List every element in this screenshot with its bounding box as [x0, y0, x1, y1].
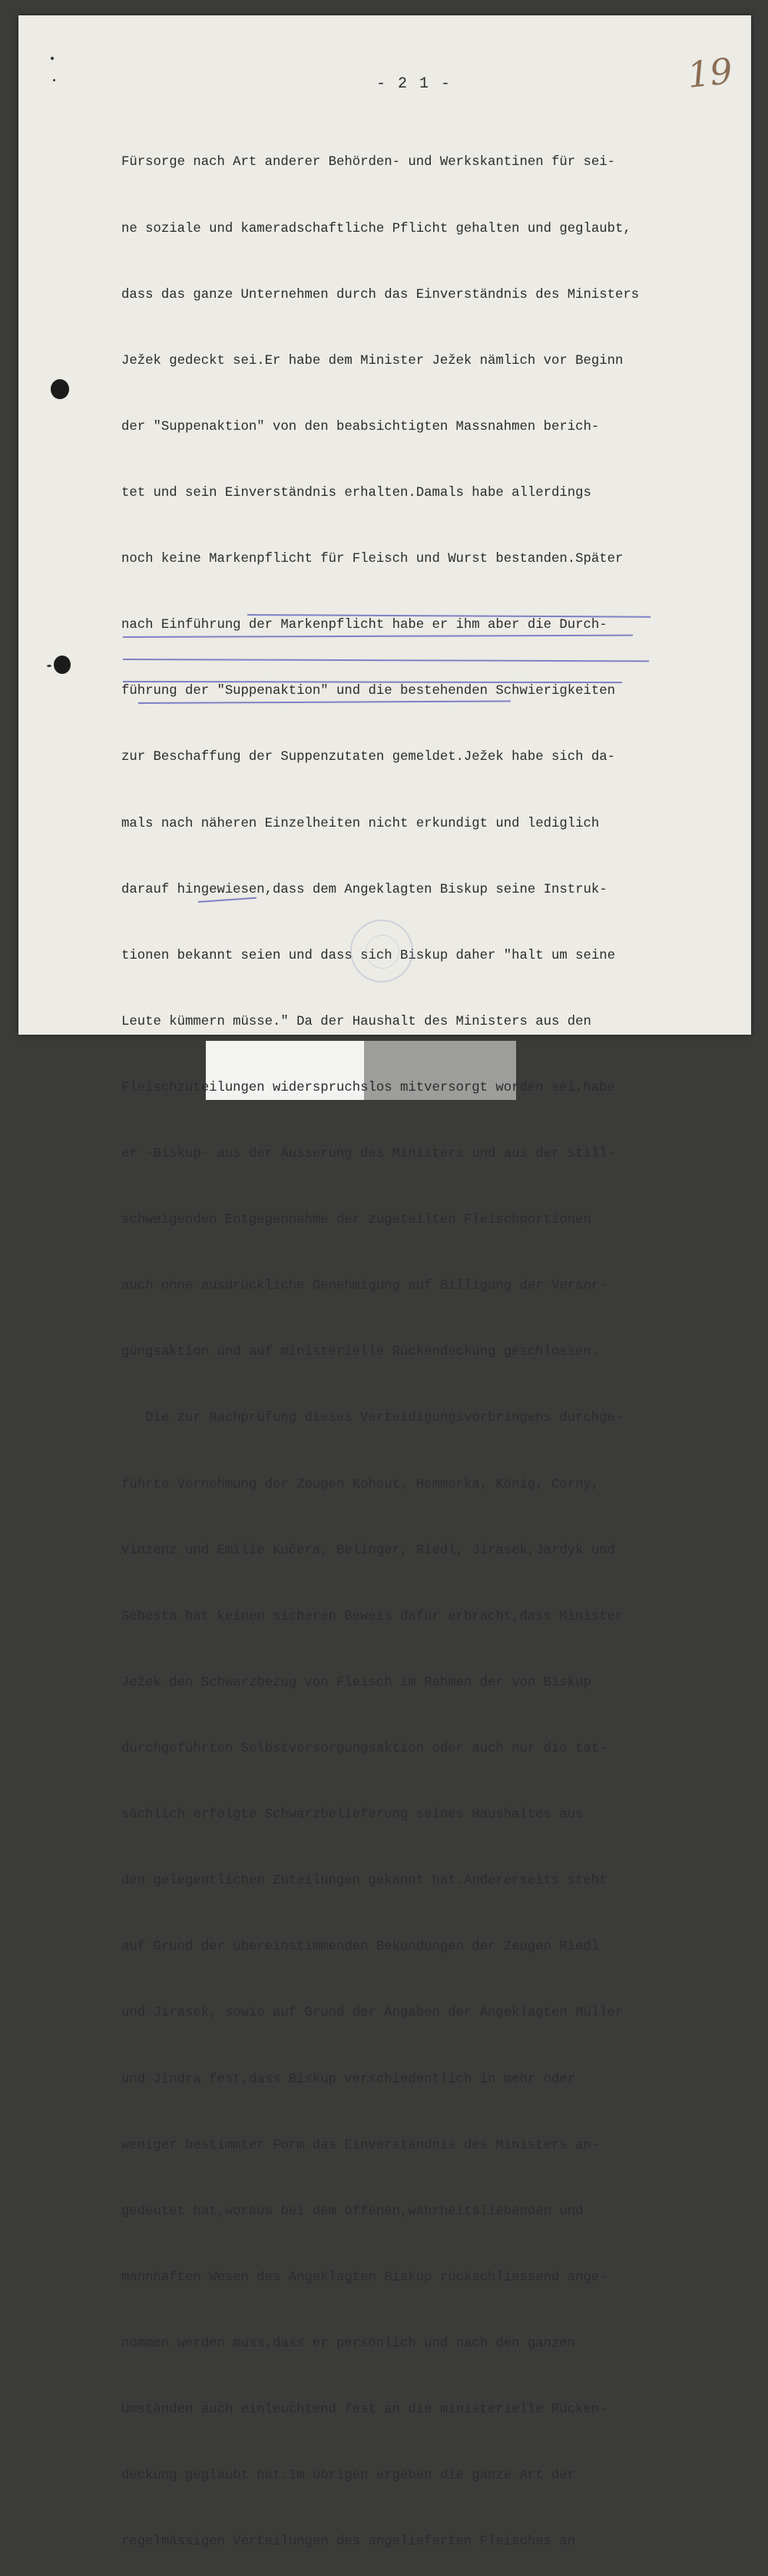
- text-line: ne soziale und kameradschaftliche Pflicht gehalten und geglaubt,: [121, 221, 631, 236]
- text-line: durchgeführten Selbstversorgungsaktion oder auch nur die tat-: [121, 1742, 607, 1757]
- text-line: mals nach näheren Einzelheiten nicht erkundigt und lediglich: [121, 816, 600, 831]
- text-line: gungsaktion und auf ministerielle Rückendeckung geschlossen.: [121, 1345, 600, 1360]
- text-line: führte Vernehmung der Zeugen Kohout, Hemmerka, König, Cerny,: [121, 1477, 600, 1492]
- text-line: Umständen auch einleuchtend fest an die ministerielle Rücken-: [121, 2403, 607, 2418]
- text-line: weniger bestimmter Form das Einverständnis des Ministers an-: [121, 2138, 600, 2153]
- text-line: dass das ganze Unternehmen durch das Einverständnis des Ministers: [121, 287, 640, 302]
- text-line: Leute kümmern müsse." Da der Haushalt des Ministers aus den: [121, 1014, 591, 1029]
- margin-dot: [53, 79, 55, 81]
- text-line: sächlich erfolgte Schwarzbelieferung seines Haushaltes aus: [121, 1808, 584, 1823]
- text-line: gedeutet hat,woraus bei dem offenen,wahrheitsliebenden und: [121, 2204, 584, 2219]
- punch-hole-lower: [54, 656, 71, 674]
- margin-dot: [47, 665, 51, 667]
- text-line: er -Biskup- aus der Äusserung des Ministers und aus der still-: [121, 1147, 615, 1162]
- handwritten-folio-number: 19: [685, 50, 735, 96]
- punch-hole-upper: [51, 379, 69, 399]
- text-line: der "Suppenaktion" von den beabsichtigten Massnahmen berich-: [121, 419, 600, 434]
- margin-dot: [51, 57, 54, 60]
- text-line: Ježek den Schwarzbezug von Fleisch im Rahmen der von Biskup: [121, 1675, 591, 1690]
- text-line: Vinzenz und Emilie Kučera, Belinger, Riedl, Jirasek,Jardyk und: [121, 1543, 615, 1558]
- typed-body-text: [121, 108, 690, 2576]
- text-line: tet und sein Einverständnis erhalten.Damals habe allerdings: [121, 485, 591, 500]
- text-line: auch ohne ausdrückliche Genehmigung auf Billigung der Versor-: [121, 1279, 607, 1294]
- text-line: Fleischzuteilungen widerspruchslos mitversorgt worden sei,habe: [121, 1080, 615, 1095]
- text-line: nommen werden muss,dass er persönlich und nach den ganzen: [121, 2337, 576, 2352]
- text-line: regelmässigen Verteilungen des angelieferten Fleisches an: [121, 2535, 576, 2550]
- text-line: schweigenden Entgegennahme der zugeteilten Fleischportionen: [121, 1213, 591, 1228]
- text-line: mannhaften Wesen des Angeklagten Biskup rückschliessend ange-: [121, 2270, 607, 2285]
- page-number: - 2 1 -: [376, 75, 452, 93]
- archive-stamp: [350, 920, 413, 983]
- text-line: zur Beschaffung der Suppenzutaten gemeldet.Ježek habe sich da-: [121, 750, 615, 765]
- text-line: Sebesta hat keinen sicheren Beweis dafür erbracht,dass Minister: [121, 1609, 624, 1624]
- text-line: Fürsorge nach Art anderer Behörden- und Werkskantinen für sei-: [121, 155, 615, 170]
- text-line: nach Einführung der Markenpflicht habe er ihm aber die Durch-: [121, 618, 607, 633]
- text-line: deckung geglaubt hat.Im übrigen ergeben die ganze Art der: [121, 2469, 576, 2484]
- text-line: führung der "Suppenaktion" und die bestehenden Schwierigkeiten: [121, 684, 615, 699]
- text-line: tionen bekannt seien und dass sich Biskup daher "halt um seine: [121, 948, 615, 963]
- text-line: und Jirasek, sowie auf Grund der Angaben der Angeklagten Müller: [121, 2006, 624, 2021]
- text-line: Ježek gedeckt sei.Er habe dem Minister Ježek nämlich vor Beginn: [121, 353, 624, 368]
- text-line: darauf hingewiesen,dass dem Angeklagten Biskup seine Instruk-: [121, 882, 607, 897]
- text-line: auf Grund der übereinstimmenden Bekundungen der Zeugen Riedl: [121, 1940, 600, 1955]
- text-line: Die zur Nachprüfung dieses Verteidigungsvorbringens durchge-: [121, 1411, 624, 1426]
- text-line: und Jindra fest,dass Biskup verschiedentlich in mehr oder: [121, 2072, 576, 2087]
- text-line: noch keine Markenpflicht für Fleisch und Wurst bestanden.Später: [121, 552, 624, 567]
- text-line: den gelegentlichen Zuteilungen gekannt hat.Andererseits steht: [121, 1874, 607, 1889]
